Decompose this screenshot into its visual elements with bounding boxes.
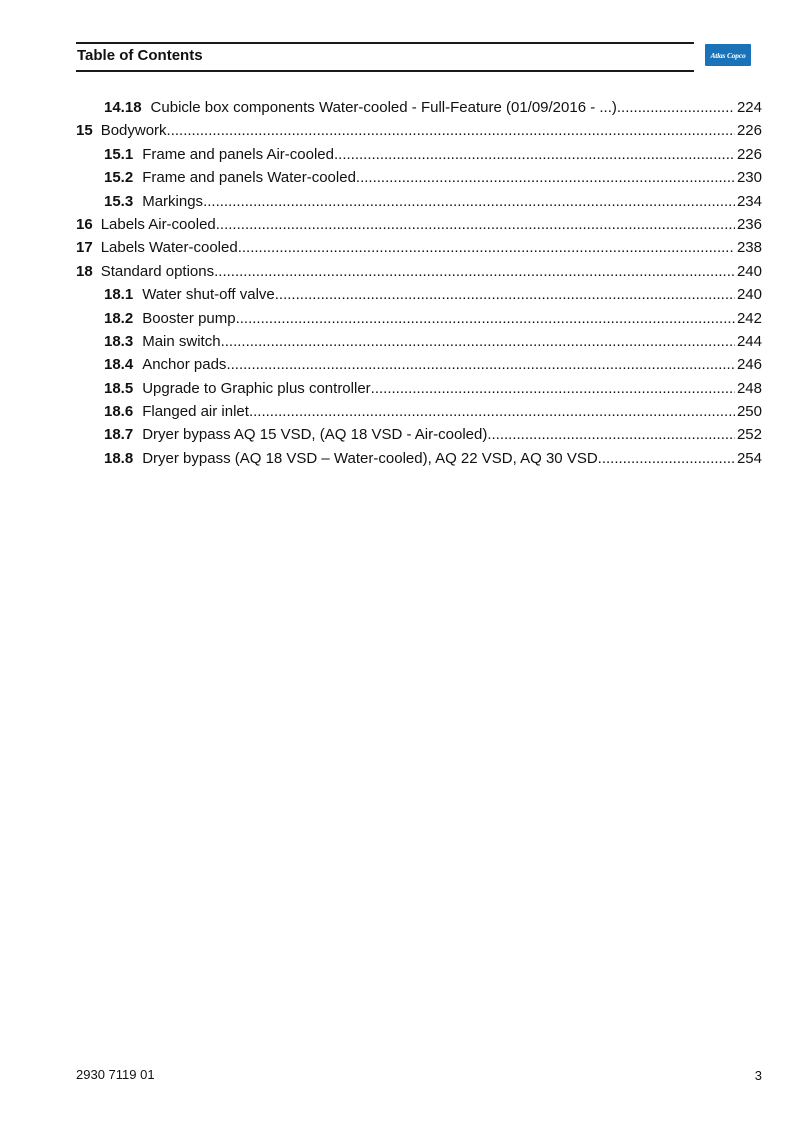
toc-entry-title: Booster pump [142,309,236,327]
toc-entry-title: Water shut-off valve [142,286,275,304]
toc-entry-page: 248 [736,379,762,397]
toc-entry[interactable] [76,213,762,236]
toc-entry[interactable] [76,307,762,330]
toc-entry-title: Main switch [142,332,221,350]
toc-entry[interactable] [76,119,762,142]
toc-entry-page: 230 [736,169,762,187]
toc-entry-page: 250 [736,403,762,421]
toc-entry-title: Dryer bypass (AQ 18 VSD – Water-cooled), AQ 22 VSD, AQ 30 VSD [142,449,598,467]
dot-leader [275,283,735,306]
toc-entry-number: 15.2 [104,169,134,187]
toc-entry[interactable] [76,283,762,306]
toc-entry-page: 240 [736,286,762,304]
toc-entry-title: Bodywork [100,122,167,140]
toc-entry-title: Frame and panels Air-cooled [142,145,334,163]
page-number: 3 [754,1068,762,1083]
toc-entry-title: Labels Water-cooled [100,239,238,257]
toc-entry-page: 224 [736,99,762,116]
toc-entry[interactable] [76,143,762,166]
dot-leader [617,96,735,119]
header-bottom-rule [76,70,694,72]
toc-entry-page: 234 [736,192,762,210]
toc-entry-page: 236 [736,215,762,233]
dot-leader [249,400,735,423]
page-title: Table of Contents [77,47,203,64]
dot-leader [238,236,735,259]
toc-entry-number: 17 [76,239,93,257]
header-top-rule [76,42,694,44]
toc-entry-title: Upgrade to Graphic plus controller [142,379,371,397]
toc-entry-page: 238 [736,239,762,257]
toc-entry-number: 18.8 [104,449,134,467]
toc-entry[interactable] [76,353,762,376]
dot-leader [371,377,735,400]
atlas-copco-logo [705,44,751,66]
dot-leader [214,260,735,283]
toc-entry-page: 246 [736,356,762,374]
toc-entry-number: 18.3 [104,332,134,350]
toc-entry-title: Labels Air-cooled [100,215,216,233]
toc-entry[interactable] [76,166,762,189]
toc-entry-number: 18.5 [104,379,134,397]
toc-entry-number: 16 [76,215,93,233]
toc-entry-page: 226 [736,122,762,140]
dot-leader [167,119,735,142]
toc-entry-page: 254 [736,449,762,467]
toc-entry-title: Cubicle box components Water-cooled - Full-Feature (01/09/2016 - ...) [150,99,617,116]
document-number: 2930 7119 01 [76,1067,155,1082]
toc-entry-number: 18 [76,262,93,280]
dot-leader [221,330,735,353]
dot-leader [487,423,735,446]
toc-entry-number: 15.1 [104,145,134,163]
dot-leader [356,166,735,189]
dot-leader [236,307,735,330]
toc-entry-title: Standard options [100,262,215,280]
toc-entry-number: 18.7 [104,426,134,444]
toc-entry-number: 15 [76,122,93,140]
toc-entry-number: 18.2 [104,309,134,327]
toc-entry[interactable] [76,423,762,446]
toc-entry-page: 240 [736,262,762,280]
toc-entry-number: 18.6 [104,403,134,421]
toc-entry-number: 14.18 [104,99,142,116]
toc-entry[interactable] [76,330,762,353]
dot-leader [216,213,735,236]
dot-leader [334,143,735,166]
logo-text: Atlas Copco [710,50,746,60]
toc-entry[interactable] [76,400,762,423]
dot-leader [598,447,735,470]
dot-leader [203,190,735,213]
toc-entry-title: Dryer bypass AQ 15 VSD, (AQ 18 VSD - Air-cooled) [142,426,488,444]
toc-entry-number: 18.4 [104,356,134,374]
toc-entry-page: 226 [736,145,762,163]
toc-entry-title: Flanged air inlet [142,403,249,421]
toc-entry-page: 244 [736,332,762,350]
toc-entry[interactable] [76,96,762,119]
toc-entry-number: 18.1 [104,286,134,304]
toc-entry[interactable] [76,190,762,213]
toc-entry[interactable] [76,447,762,470]
toc-entry[interactable] [76,260,762,283]
toc-entry[interactable] [76,377,762,400]
toc-entry-title: Frame and panels Water-cooled [142,169,356,187]
toc-entry-page: 252 [736,426,762,444]
dot-leader [226,353,735,376]
toc-entry-title: Markings [142,192,204,210]
toc-entry-title: Anchor pads [142,356,227,374]
toc-entry-number: 15.3 [104,192,134,210]
toc-entry-page: 242 [736,309,762,327]
toc-entry[interactable] [76,236,762,259]
table-of-contents [76,96,762,470]
